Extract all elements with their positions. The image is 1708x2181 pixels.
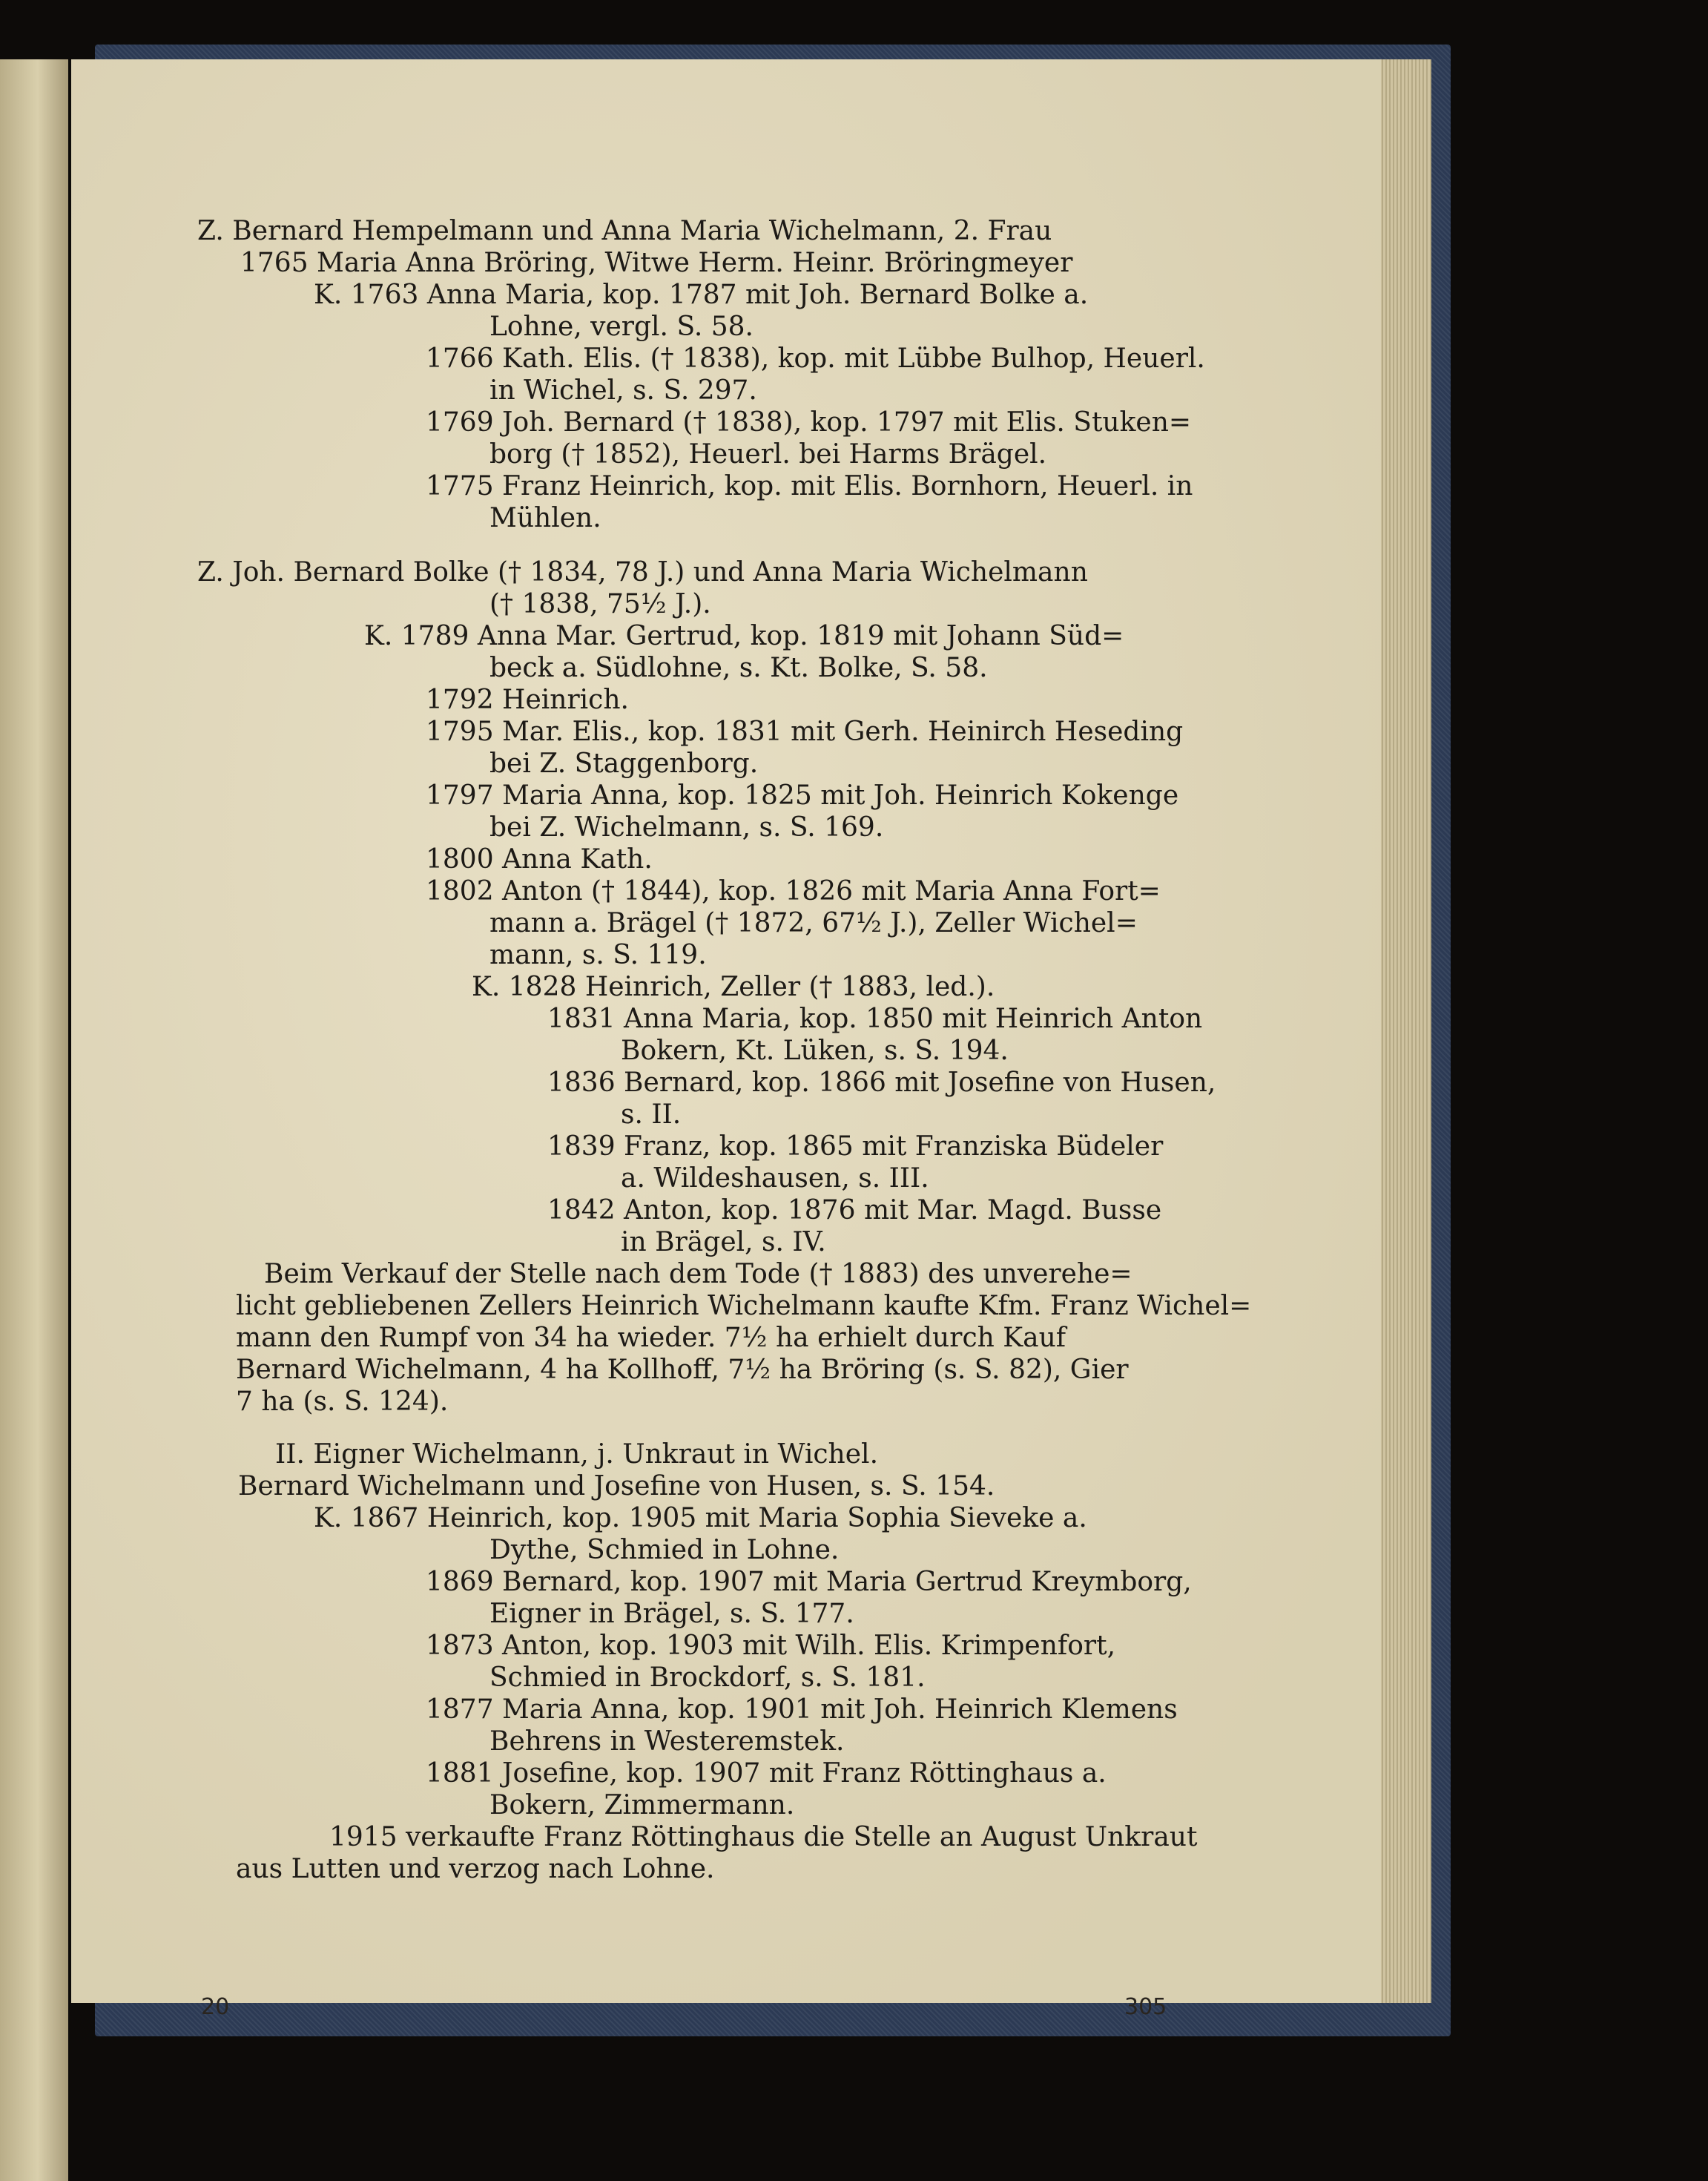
text-line: s. II. (621, 1099, 682, 1130)
text-line: Eigner in Brägel, s. S. 177. (489, 1599, 854, 1629)
text-line: 1842 Anton, kop. 1876 mit Mar. Magd. Busse (547, 1195, 1162, 1226)
text-line: 1795 Mar. Elis., kop. 1831 mit Gerh. Heinirch Heseding (426, 717, 1184, 747)
text-line: 7 ha (s. S. 124). (236, 1386, 449, 1417)
text-line: mann a. Brägel († 1872, 67½ J.), Zeller Wichel= (489, 908, 1138, 938)
text-line: 1869 Bernard, kop. 1907 mit Maria Gertrud Kreymborg, (426, 1567, 1192, 1597)
text-line: K. 1763 Anna Maria, kop. 1787 mit Joh. Bernard Bolke a. (314, 280, 1089, 310)
text-line: bei Z. Wichelmann, s. S. 169. (489, 812, 884, 843)
signature-mark: 20 (201, 1994, 230, 2020)
text-line: 1797 Maria Anna, kop. 1825 mit Joh. Heinrich Kokenge (426, 780, 1179, 811)
text-line: in Wichel, s. S. 297. (489, 375, 757, 406)
text-line: in Brägel, s. IV. (621, 1227, 826, 1257)
text-line: 1765 Maria Anna Bröring, Witwe Herm. Heinr. Bröringmeyer (240, 248, 1073, 278)
text-line: aus Lutten und verzog nach Lohne. (236, 1854, 715, 1884)
text-line: Z. Joh. Bernard Bolke († 1834, 78 J.) und Anna Maria Wichelmann (197, 557, 1088, 588)
book-page (71, 59, 1381, 2020)
text-line: K. 1789 Anna Mar. Gertrud, kop. 1819 mit Johann Süd= (364, 621, 1124, 651)
text-line: a. Wildeshausen, s. III. (621, 1163, 929, 1194)
text-line: († 1838, 75½ J.). (489, 589, 711, 619)
text-line: 1800 Anna Kath. (426, 844, 653, 875)
text-line: Bernard Wichelmann und Josefine von Husen, s. S. 154. (238, 1471, 995, 1501)
text-line: 1802 Anton († 1844), kop. 1826 mit Maria Anna Fort= (426, 876, 1161, 907)
text-line: mann, s. S. 119. (489, 940, 707, 970)
text-line: 1766 Kath. Elis. († 1838), kop. mit Lübbe Bulhop, Heuerl. (426, 343, 1205, 374)
page-edges (1379, 59, 1431, 2003)
page-number: 305 (1124, 1994, 1167, 2020)
text-line: Bokern, Zimmermann. (489, 1790, 795, 1820)
text-line: K. 1828 Heinrich, Zeller († 1883, led.). (472, 972, 995, 1002)
text-line: 1769 Joh. Bernard († 1838), kop. 1797 mit Elis. Stuken= (426, 407, 1192, 438)
text-line: Bernard Wichelmann, 4 ha Kollhoff, 7½ ha Bröring (s. S. 82), Gier (236, 1355, 1129, 1385)
text-line: Mühlen. (489, 503, 601, 533)
text-line: 1792 Heinrich. (426, 685, 629, 715)
text-line: 1877 Maria Anna, kop. 1901 mit Joh. Heinrich Klemens (426, 1694, 1178, 1725)
text-line: beck a. Südlohne, s. Kt. Bolke, S. 58. (489, 653, 988, 683)
text-line: 1881 Josefine, kop. 1907 mit Franz Röttinghaus a. (426, 1758, 1107, 1789)
text-line: 1839 Franz, kop. 1865 mit Franziska Büdeler (547, 1131, 1164, 1162)
text-line: licht gebliebenen Zellers Heinrich Wichelmann kaufte Kfm. Franz Wichel= (236, 1291, 1252, 1321)
text-line: 1831 Anna Maria, kop. 1850 mit Heinrich Anton (547, 1004, 1203, 1034)
text-line: mann den Rumpf von 34 ha wieder. 7½ ha erhielt durch Kauf (236, 1323, 1066, 1353)
text-line: 1915 verkaufte Franz Röttinghaus die Stelle an August Unkraut (329, 1822, 1198, 1852)
text-line: Dythe, Schmied in Lohne. (489, 1535, 840, 1565)
text-line: borg († 1852), Heuerl. bei Harms Brägel. (489, 439, 1047, 470)
text-line: Bokern, Kt. Lüken, s. S. 194. (621, 1036, 1009, 1066)
text-line: 1836 Bernard, kop. 1866 mit Josefine von Husen, (547, 1068, 1216, 1098)
text-line: Schmied in Brockdorf, s. S. 181. (489, 1662, 926, 1693)
text-line: II. Eigner Wichelmann, j. Unkraut in Wichel. (275, 1439, 879, 1470)
text-line: 1873 Anton, kop. 1903 mit Wilh. Elis. Krimpenfort, (426, 1631, 1116, 1661)
text-line: K. 1867 Heinrich, kop. 1905 mit Maria Sophia Sieveke a. (314, 1503, 1087, 1533)
text-line: Behrens in Westeremstek. (489, 1726, 845, 1757)
text-line: Beim Verkauf der Stelle nach dem Tode († 1883) des unverehe= (264, 1259, 1132, 1289)
text-line: bei Z. Staggenborg. (489, 749, 759, 779)
text-line: Lohne, vergl. S. 58. (489, 312, 754, 342)
text-line: 1775 Franz Heinrich, kop. mit Elis. Bornhorn, Heuerl. in (426, 471, 1193, 501)
text-line: Z. Bernard Hempelmann und Anna Maria Wichelmann, 2. Frau (197, 216, 1052, 246)
facing-page-edge (0, 59, 68, 2181)
